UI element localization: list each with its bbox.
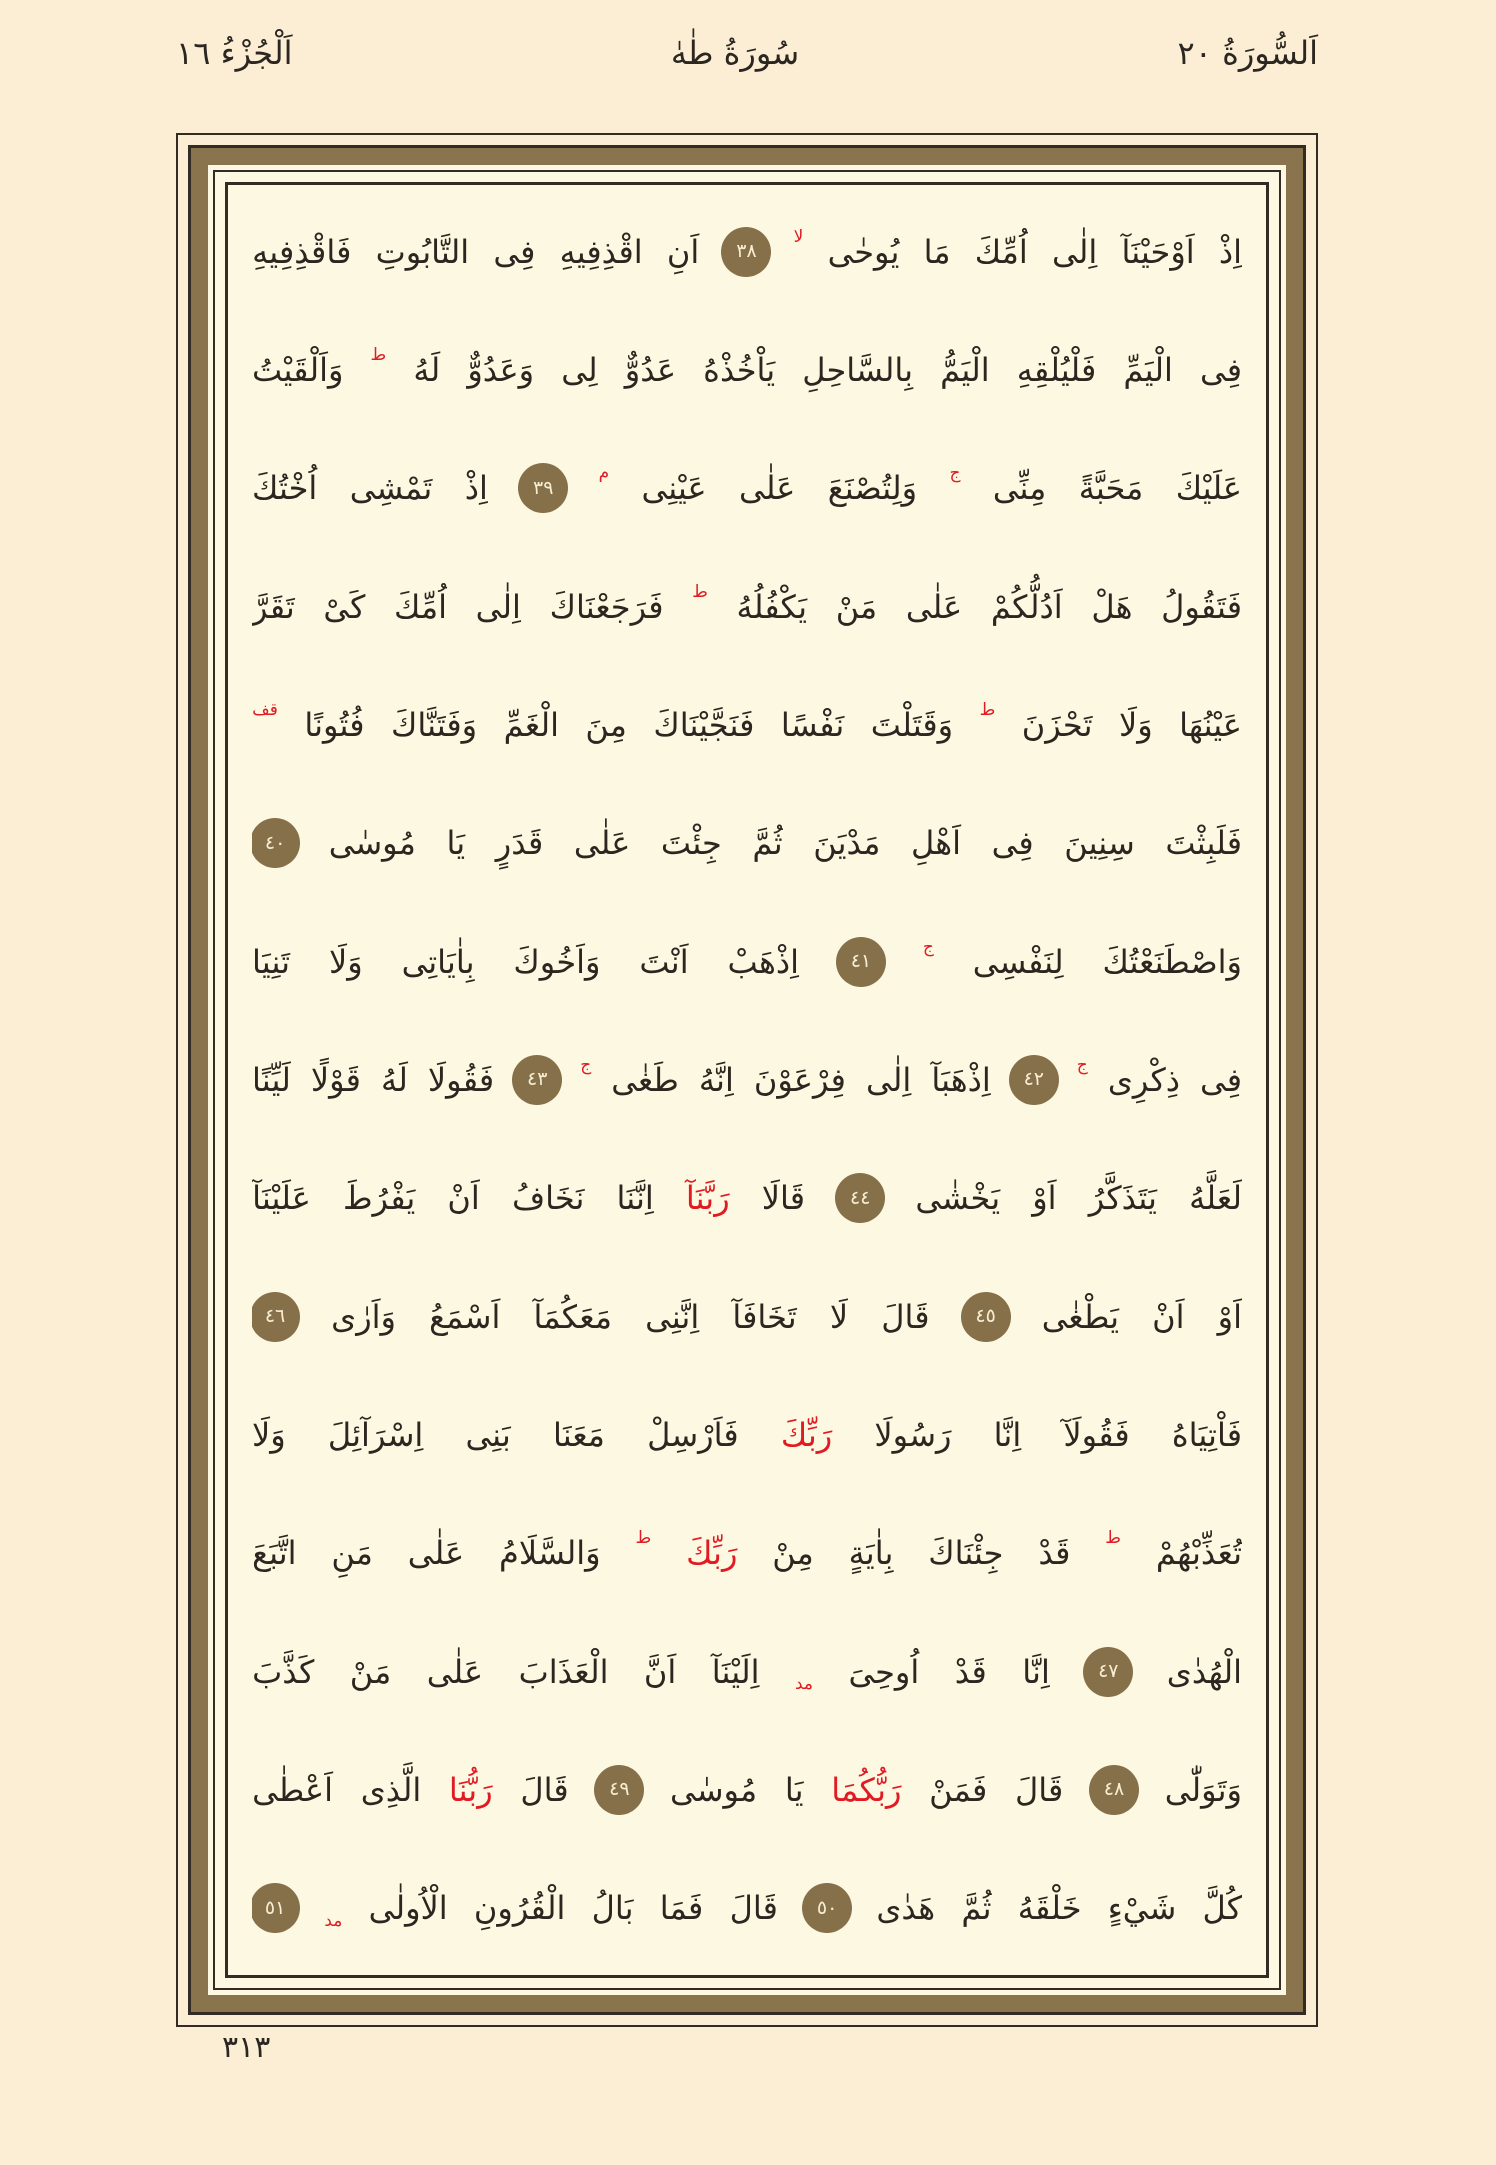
quran-word: هَدٰى: [876, 1889, 936, 1928]
quran-word: قَالَ: [729, 1889, 778, 1928]
quran-word: اقْذِفِيهِ: [559, 232, 643, 271]
quran-word: بِاٰيَاتِى: [401, 942, 475, 981]
quran-word: يَكْفُلُهُ: [736, 587, 808, 626]
waqf-sign: ج: [1076, 1054, 1088, 1075]
quran-word: فُتُونًا: [304, 705, 365, 744]
waqf-sign: م: [598, 463, 610, 484]
quran-word: قَالَ: [520, 1770, 569, 1809]
quran-word: ذِكْرِى: [1107, 1060, 1180, 1099]
ayah-marker: ٥١: [252, 1885, 298, 1931]
quran-word: طَغٰى: [611, 1060, 679, 1099]
quran-word: لَا: [829, 1297, 849, 1336]
quran-line: [252, 311, 1242, 428]
quran-word: ثُمَّ: [752, 824, 783, 863]
quran-line: [252, 666, 1242, 783]
quran-word: يَاْخُذْهُ: [703, 350, 776, 389]
surah-title: سُورَةُ طٰهٰ: [670, 34, 800, 72]
quran-word: فَنَجَّيْنَاكَ: [653, 705, 755, 744]
quran-line: [252, 1495, 1242, 1612]
quran-word: اِنَّا: [993, 1415, 1022, 1454]
quran-word: لَهُ: [413, 350, 441, 389]
quran-word: فَاقْذِفِيهِ: [252, 232, 352, 271]
quran-word: هَلْ: [1091, 587, 1133, 626]
quran-word: تَقَرَّ: [252, 587, 295, 626]
quran-word: فِى: [991, 824, 1034, 863]
quran-word: فِى: [493, 232, 536, 271]
quran-word: بَالُ: [591, 1889, 634, 1928]
quran-word: كَذَّبَ: [252, 1652, 315, 1691]
quran-word: يَخْشٰى: [915, 1179, 1001, 1218]
quran-word: مُوسٰى: [328, 824, 416, 863]
quran-word: وَعَدُوٌّ: [467, 350, 535, 389]
quran-word: وَلَا: [252, 1415, 286, 1454]
quran-word: اَدُلُّكُمْ: [990, 587, 1063, 626]
quran-line: [252, 1850, 1242, 1967]
quran-word: اِلٰى: [865, 1060, 912, 1099]
quran-word: الْيَمِّ: [1123, 350, 1173, 389]
quran-word: اِلٰى: [1051, 232, 1098, 271]
quran-word: وَقَتَلْتَ: [870, 705, 954, 744]
quran-line: [252, 1021, 1242, 1138]
quran-word: اِذْ: [1218, 232, 1242, 271]
quran-word: مِنِّى: [992, 469, 1047, 508]
quran-word-highlighted: رَبُّكُمَا: [831, 1770, 902, 1809]
quran-word: عَدُوٌّ: [624, 350, 677, 389]
quran-word: الْاُولٰى: [368, 1889, 448, 1928]
quran-word: اِنَّنِى: [645, 1297, 700, 1336]
ayah-marker: ٤٧: [1085, 1649, 1131, 1695]
quran-word: عَلٰى: [905, 587, 963, 626]
quran-word: وَلَا: [328, 942, 363, 981]
quran-word: قَالَ: [881, 1297, 930, 1336]
page-header: [176, 34, 1318, 72]
quran-word: الْغَمِّ: [503, 705, 559, 744]
quran-line: [252, 548, 1242, 665]
quran-word: فَرَجَعْنَاكَ: [549, 587, 664, 626]
quran-word: فِى: [1200, 350, 1242, 389]
quran-word: وَاَخُوكَ: [513, 942, 601, 981]
quran-word: يَا: [784, 1770, 804, 1809]
quran-word: الَّذِى: [360, 1770, 422, 1809]
quran-word: اِذْهَبَآ: [931, 1060, 991, 1099]
ayah-marker: ٣٩: [520, 465, 566, 511]
quran-word: قَالَ: [1015, 1770, 1064, 1809]
quran-word: وَلِتُصْنَعَ: [827, 469, 918, 508]
quran-word: جِئْنَاكَ: [928, 1534, 1004, 1573]
ayah-marker: ٤٢: [1011, 1057, 1057, 1103]
quran-word: قَدْ: [1038, 1534, 1071, 1573]
quran-word: مَدْيَنَ: [813, 824, 881, 863]
ayah-marker: ٤٣: [514, 1057, 560, 1103]
quran-word: مُوسٰى: [670, 1770, 758, 1809]
quran-word: اِنَّنَا: [616, 1179, 654, 1218]
quran-word: اِنَّا: [1022, 1652, 1050, 1691]
quran-word: تَحْزَنَ: [1021, 705, 1093, 744]
page-frame: [176, 133, 1318, 2027]
quran-word: بِالسَّاحِلِ: [802, 350, 913, 389]
quran-word: اِذْهَبْ: [727, 942, 799, 981]
quran-word: وَاصْطَنَعْتُكَ: [1102, 942, 1242, 981]
quran-word: اُمِّكَ: [974, 232, 1028, 271]
quran-word: مِنْ: [772, 1534, 814, 1573]
ayah-marker: ٤٨: [1091, 1767, 1137, 1813]
waqf-sign: قف: [252, 699, 278, 720]
ayah-marker: ٤٩: [596, 1767, 642, 1813]
quran-word: التَّابُوتِ: [375, 232, 470, 271]
quran-word: بِاٰيَةٍ: [848, 1534, 894, 1573]
quran-word: الْهُدٰى: [1166, 1652, 1242, 1691]
quran-word: سِنِينَ: [1064, 824, 1135, 863]
quran-word: فِى: [1200, 1060, 1242, 1099]
quran-word: فَمَا: [659, 1889, 704, 1928]
juz-label: اَلْجُزْءُ ١٦: [176, 34, 293, 72]
quran-word: الْعَذَابَ: [518, 1652, 609, 1691]
quran-word: فَاْتِيَاهُ: [1171, 1415, 1242, 1454]
quran-word: مَحَبَّةً: [1078, 469, 1144, 508]
quran-word: كَىْ: [323, 587, 366, 626]
quran-word: اُوحِىَ: [848, 1652, 920, 1691]
quran-word: عَيْنُهَا: [1179, 705, 1242, 744]
quran-word: يَفْرُطَ: [342, 1179, 416, 1218]
quran-word: تَمْشِى: [349, 469, 433, 508]
quran-word: قَدْ: [954, 1652, 987, 1691]
quran-word: اَهْلِ: [911, 824, 962, 863]
ayah-marker: ٤٥: [963, 1294, 1009, 1340]
quran-word: تَخَافَآ: [732, 1297, 797, 1336]
waqf-sign: مد: [324, 1910, 343, 1931]
quran-word-highlighted: رَبِّكَ: [686, 1534, 738, 1573]
quran-word: نَخَافُ: [511, 1179, 585, 1218]
quran-word: اُمِّكَ: [393, 587, 447, 626]
quran-word: لَعَلَّهُ: [1189, 1179, 1242, 1218]
waqf-sign: لا: [793, 226, 804, 247]
waqf-sign: ط: [1105, 1528, 1122, 1549]
quran-word: وَتَوَلّٰى: [1164, 1770, 1242, 1809]
waqf-sign: ج: [580, 1054, 592, 1075]
quran-word: عَيْنِى: [641, 469, 707, 508]
quran-word: بَنِى: [465, 1415, 511, 1454]
frame-band-brown: [191, 148, 1303, 2012]
quran-word: اَنَّ: [643, 1652, 677, 1691]
quran-word: اَعْطٰى: [252, 1770, 334, 1809]
quran-word: اِسْرَآئِلَ: [327, 1415, 424, 1454]
waqf-sign: ط: [692, 581, 708, 602]
quran-word: رَسُولَا: [874, 1415, 952, 1454]
ayah-marker: ٤٦: [252, 1294, 298, 1340]
ayah-marker: ٤١: [838, 939, 884, 985]
ayah-marker: ٤٠: [252, 820, 298, 866]
quran-word: الْيَمُّ: [940, 350, 990, 389]
page-number: ٣١٣: [222, 2030, 271, 2065]
quran-line: [252, 430, 1242, 547]
quran-word: مَا: [923, 232, 951, 271]
quran-word: فَلَبِثْتَ: [1165, 824, 1242, 863]
quran-word: فَلْيُلْقِهِ: [1016, 350, 1097, 389]
waqf-sign: مد: [794, 1673, 813, 1694]
waqf-sign: ط: [370, 344, 387, 365]
quran-word: اَوْ: [1032, 1179, 1057, 1218]
quran-word: اِلَيْنَآ: [711, 1652, 760, 1691]
surah-number-label: اَلسُّورَةُ ٢٠: [1177, 34, 1318, 72]
quran-word: اَسْمَعُ: [429, 1297, 501, 1336]
quran-word: قَدَرٍ: [495, 824, 544, 863]
quran-word: عَلٰى: [573, 824, 631, 863]
quran-word: اِلٰى: [475, 587, 521, 626]
quran-word: جِئْتَ: [660, 824, 722, 863]
quran-word: كُلَّ: [1202, 1889, 1242, 1928]
quran-word: فَاَرْسِلْ: [647, 1415, 739, 1454]
quran-word: خَلْقَهُ: [1017, 1889, 1082, 1928]
quran-word-highlighted: رَبُّنَا: [448, 1770, 493, 1809]
quran-word: مَنْ: [835, 587, 878, 626]
frame-band-thin: [188, 145, 1306, 2015]
quran-text-body: [252, 193, 1242, 1967]
quran-word: لَهُ: [380, 1060, 408, 1099]
quran-word: مَنْ: [349, 1652, 392, 1691]
quran-word: يَا: [446, 824, 466, 863]
ayah-marker: ٣٨: [723, 229, 769, 275]
quran-word: اُخْتُكَ: [252, 469, 318, 508]
quran-word: عَلَيْكَ: [1175, 469, 1242, 508]
quran-line: [252, 1140, 1242, 1257]
quran-word: الْقُرُونِ: [473, 1889, 566, 1928]
quran-word: فَتَقُولُ: [1161, 587, 1242, 626]
frame-band-inner-thin: [213, 170, 1281, 1990]
quran-word: وَفَتَنَّاكَ: [390, 705, 478, 744]
quran-word: فِرْعَوْنَ: [753, 1060, 846, 1099]
quran-word: وَاَرٰى: [331, 1297, 396, 1336]
quran-word: لِنَفْسِى: [972, 942, 1064, 981]
quran-word: مَنِ: [331, 1534, 373, 1573]
quran-word: اَوْ: [1217, 1297, 1242, 1336]
quran-word: عَلٰى: [426, 1652, 484, 1691]
quran-line: [252, 1376, 1242, 1493]
quran-word-highlighted: رَبَّنَآ: [685, 1179, 730, 1218]
quran-line: [252, 193, 1242, 310]
quran-word: عَلٰى: [739, 469, 796, 508]
waqf-sign: ج: [949, 463, 961, 484]
quran-line: [252, 1258, 1242, 1375]
frame-inner: [225, 182, 1269, 1978]
quran-word: قَالَا: [761, 1179, 806, 1218]
waqf-sign: ط: [635, 1528, 652, 1549]
ayah-marker: ٤٤: [837, 1175, 883, 1221]
quran-line: [252, 1731, 1242, 1848]
waqf-sign: ج: [922, 936, 934, 957]
quran-line: [252, 785, 1242, 902]
quran-word: عَلٰى: [407, 1534, 465, 1573]
quran-word: اَنِ: [666, 232, 700, 271]
quran-word: وَاَلْقَيْتُ: [252, 350, 344, 389]
quran-word: تُعَذِّبْهُمْ: [1155, 1534, 1242, 1573]
quran-word: ثُمَّ: [961, 1889, 992, 1928]
quran-word: اتَّبَعَ: [252, 1534, 297, 1573]
quran-word: اِذْ: [464, 469, 488, 508]
quran-word: نَفْسًا: [780, 705, 845, 744]
quran-word: مَعَكُمَآ: [533, 1297, 612, 1336]
quran-word: قَوْلًا: [310, 1060, 361, 1099]
quran-word: شَيْءٍ: [1107, 1889, 1177, 1928]
quran-word: اَنْ: [447, 1179, 480, 1218]
quran-word: يَتَذَكَّرُ: [1088, 1179, 1157, 1218]
quran-word: فَقُولَا: [427, 1060, 495, 1099]
quran-word: مَعَنَا: [552, 1415, 605, 1454]
quran-word: تَنِيَا: [252, 942, 290, 981]
quran-word: فَمَنْ: [929, 1770, 988, 1809]
quran-word: وَالسَّلَامُ: [499, 1534, 601, 1573]
quran-word-highlighted: رَبِّكَ: [780, 1415, 833, 1454]
quran-word: لَيِّنًا: [252, 1060, 291, 1099]
quran-word: لِى: [561, 350, 598, 389]
quran-word: فَقُولَآ: [1063, 1415, 1130, 1454]
quran-word: اَنْ: [1152, 1297, 1185, 1336]
quran-word: وَلَا: [1118, 705, 1153, 744]
quran-word: يُوحٰى: [827, 232, 900, 271]
waqf-sign: ط: [979, 699, 996, 720]
quran-word: اِنَّهُ: [698, 1060, 734, 1099]
quran-line: [252, 903, 1242, 1020]
ayah-marker: ٥٠: [804, 1885, 850, 1931]
quran-word: عَلَيْنَآ: [252, 1179, 311, 1218]
quran-word: اَوْحَيْنَآ: [1121, 232, 1195, 271]
quran-word: اَنْتَ: [639, 942, 689, 981]
quran-line: [252, 1613, 1242, 1730]
quran-word: يَطْغٰى: [1041, 1297, 1120, 1336]
quran-word: مِنَ: [585, 705, 627, 744]
